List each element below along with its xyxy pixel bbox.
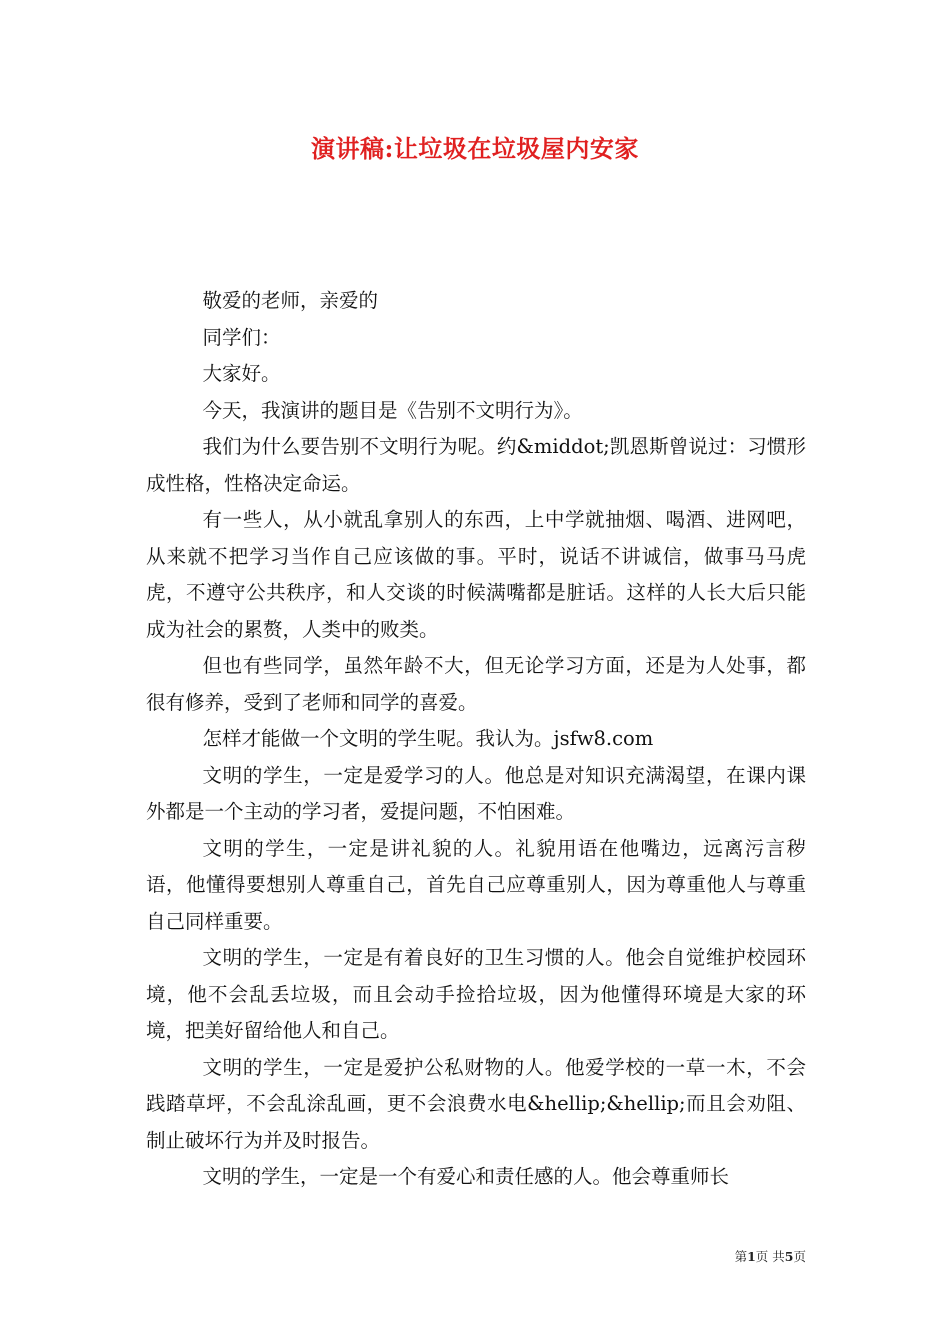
document-body xyxy=(146,283,806,1196)
paragraph-politeness: 文明的学生，一定是讲礼貌的人。礼貌用语在他嘴边，远离污言秽语，他懂得要想别人尊重自己，首先自己应尊重别人，因为尊重他人与尊重自己同样重要。 xyxy=(146,836,806,933)
page-footer xyxy=(0,1247,806,1265)
paragraph-good-example: 但也有些同学，虽然年龄不大，但无论学习方面，还是为人处事，都很有修养，受到了老师和同学的喜爱。 xyxy=(146,654,806,714)
paragraph-property: 文明的学生，一定是爱护公私财物的人。他爱学校的一草一木，不会践踏草坪，不会乱涂乱画，更不会浪费水电&hellip;&hellip;而且会劝阻、制止破坏行为并及时报告。 xyxy=(146,1055,806,1152)
paragraph-quote: 我们为什么要告别不文明行为呢。约&middot;凯恩斯曾说过：习惯形成性格，性格决定命运。 xyxy=(146,435,806,495)
paragraph-bad-example: 有一些人，从小就乱拿别人的东西，上中学就抽烟、喝酒、进网吧，从来就不把学习当作自己应该做的事。平时，说话不讲诚信，做事马马虎虎，不遵守公共秩序，和人交谈的时候满嘴都是脏话。这样的人长大后只能成为社会的累赘，人类中的败类。 xyxy=(146,508,806,641)
paragraph-salutation: 敬爱的老师，亲爱的 xyxy=(202,289,379,312)
footer-middle: 页 共 xyxy=(755,1249,785,1264)
paragraph-greeting: 大家好。 xyxy=(202,362,281,385)
footer-prefix: 第 xyxy=(734,1249,748,1264)
document-title: 演讲稿:让垃圾在垃圾屋内安家 xyxy=(311,134,639,163)
paragraph-study: 文明的学生，一定是爱学习的人。他总是对知识充满渴望，在课内课外都是一个主动的学习者，爱提问题，不怕困难。 xyxy=(146,763,806,823)
paragraph-responsibility: 文明的学生，一定是一个有爱心和责任感的人。他会尊重师长 xyxy=(202,1165,730,1188)
paragraph-topic: 今天，我演讲的题目是《告别不文明行为》。 xyxy=(202,398,583,422)
paragraph-salutation-cont: 同学们： xyxy=(202,325,281,349)
footer-suffix: 页 xyxy=(793,1249,806,1264)
paragraph-hygiene: 文明的学生，一定是有着良好的卫生习惯的人。他会自觉维护校园环境，他不会乱丢垃圾，而且会动手捡拾垃圾，因为他懂得环境是大家的环境，把美好留给他人和自己。 xyxy=(146,946,806,1042)
footer-total-pages: 5 xyxy=(784,1249,794,1264)
paragraph-question: 怎样才能做一个文明的学生呢。我认为。jsfw8.com xyxy=(202,727,654,750)
footer-current-page: 1 xyxy=(747,1249,756,1264)
